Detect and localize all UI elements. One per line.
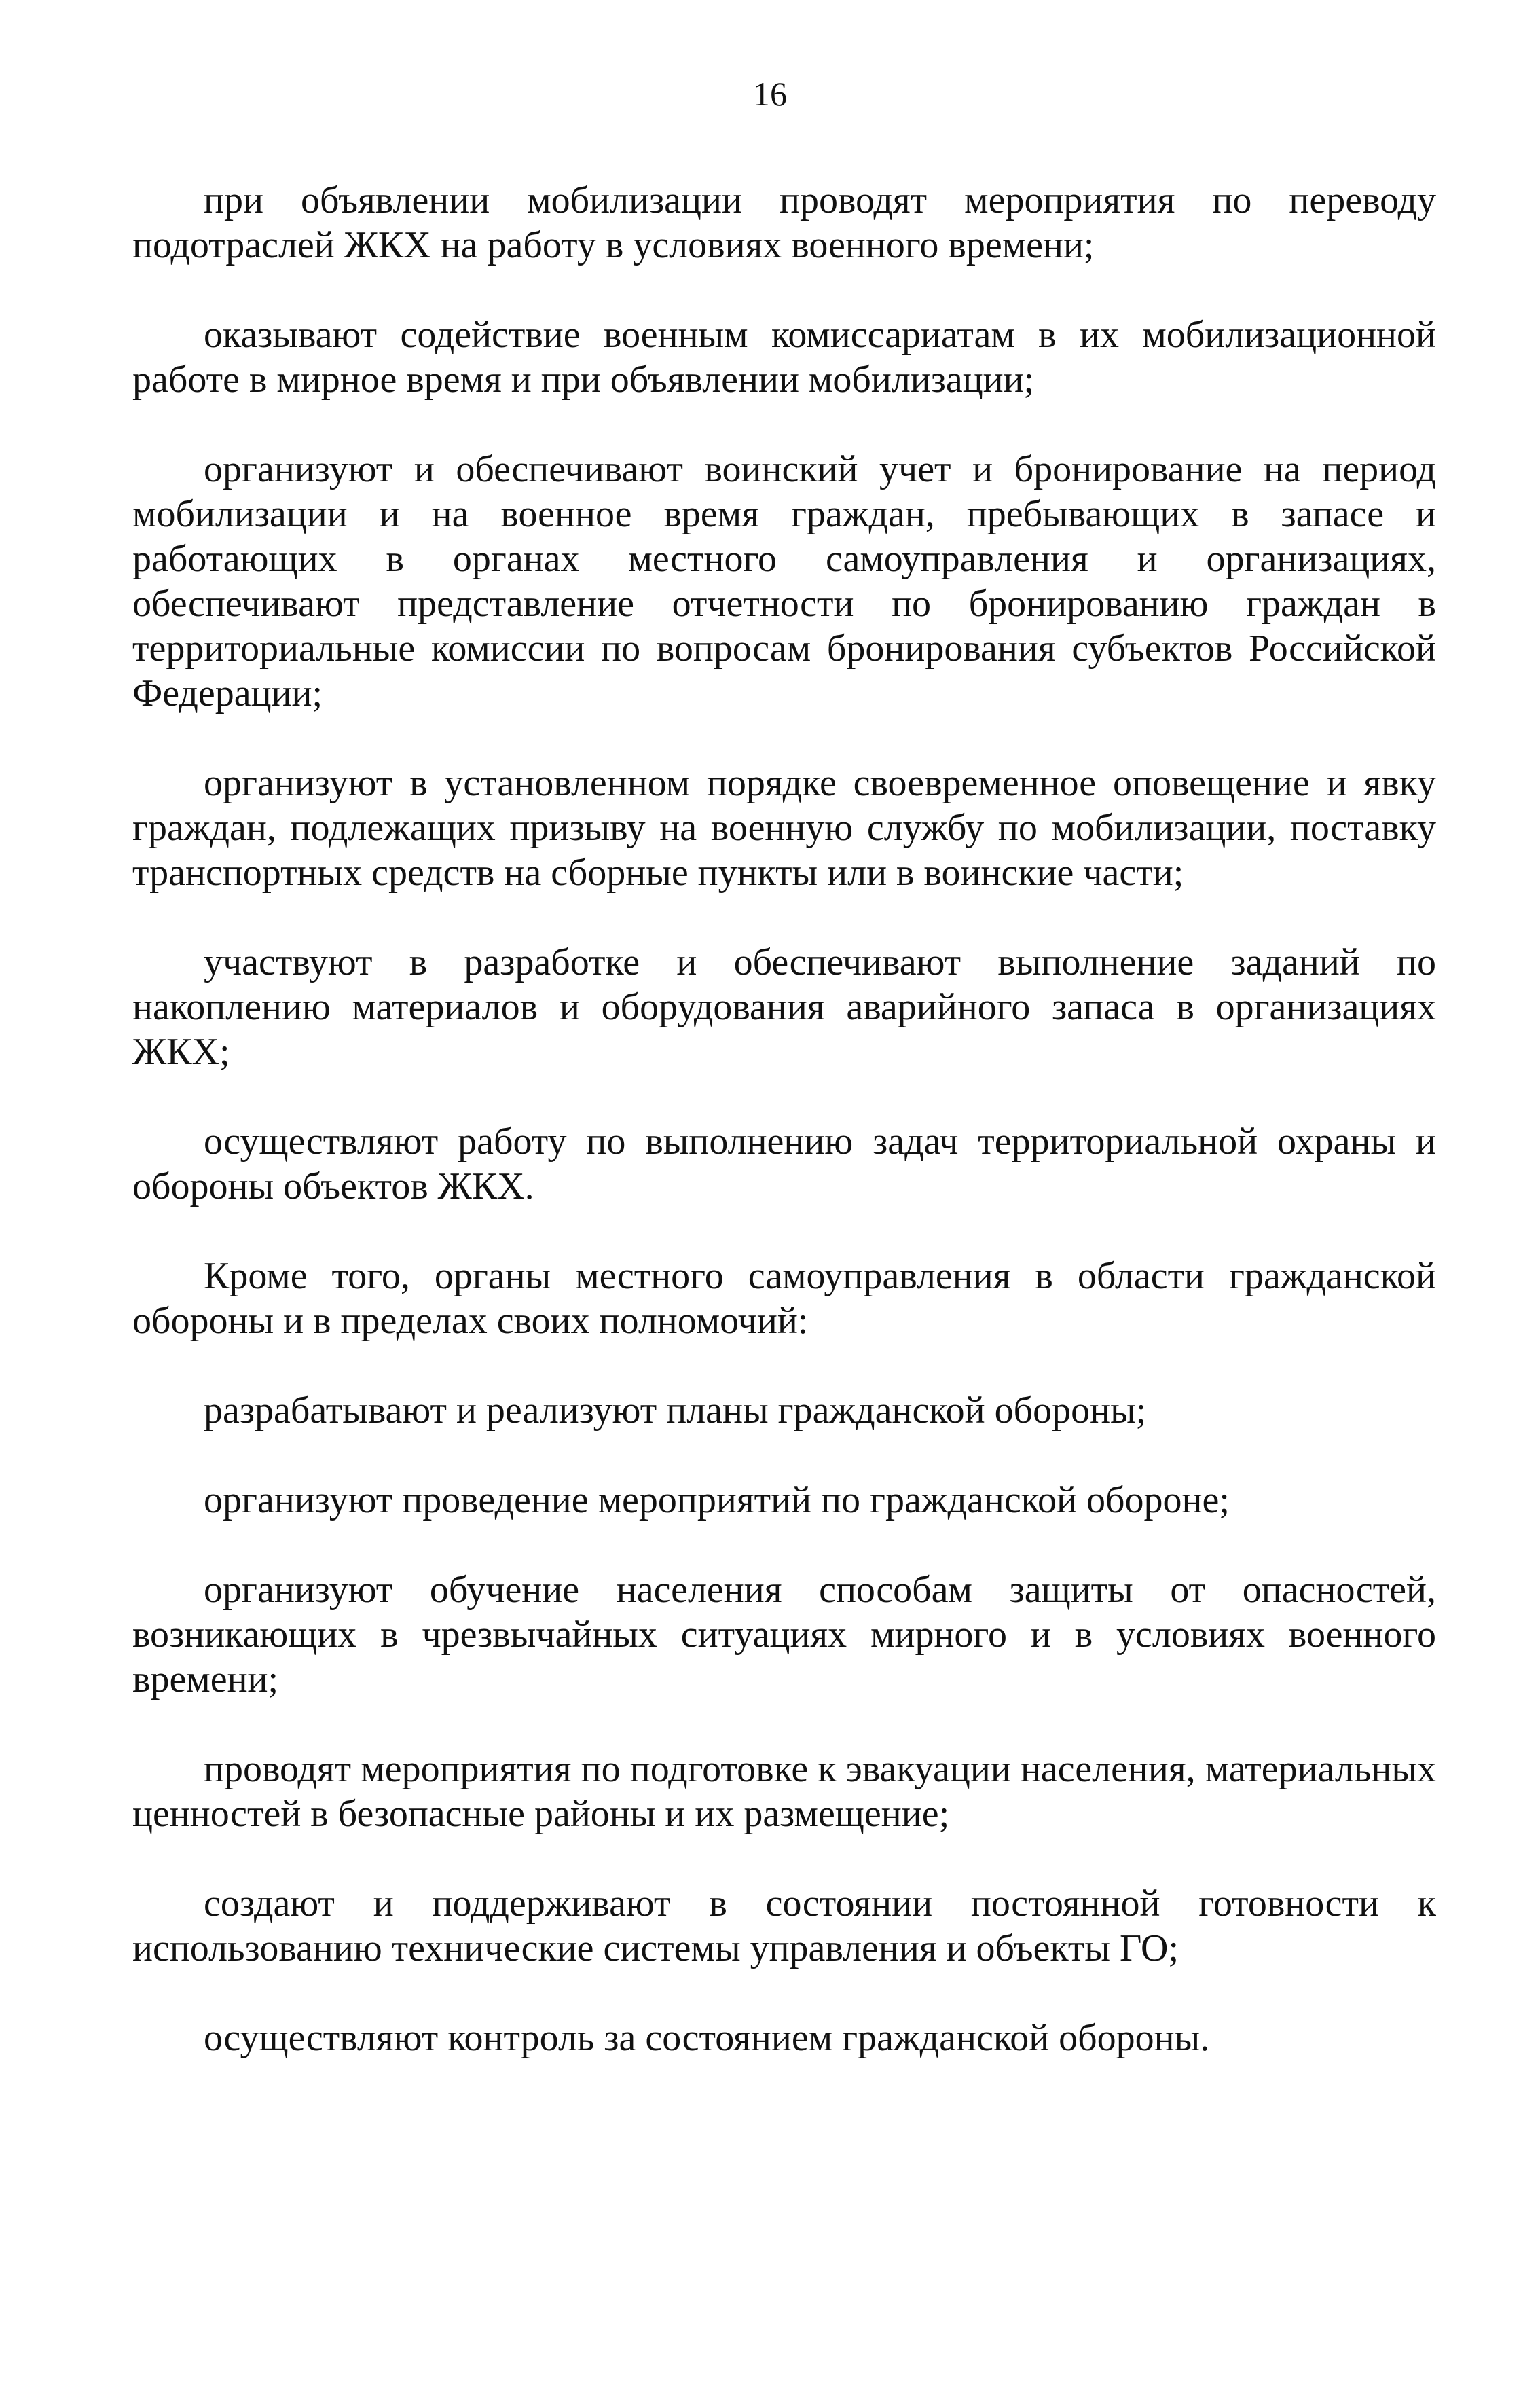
paragraph: разрабатывают и реализуют планы гражданской обороны; <box>204 1389 1147 1432</box>
paragraph: участвуют в разработке и обеспечивают выполнение заданий по накоплению материалов и оборудования аварийного запаса в организациях ЖКХ; <box>132 941 1436 1073</box>
paragraph: Кроме того, органы местного самоуправления в области гражданской обороны и в пределах своих полномочий: <box>132 1255 1436 1342</box>
paragraph: осуществляют контроль за состоянием гражданской обороны. <box>204 2017 1210 2059</box>
paragraph: при объявлении мобилизации проводят мероприятия по переводу подотраслей ЖКХ на работу в условиях военного времени; <box>132 179 1436 266</box>
paragraph: создают и поддерживают в состоянии постоянной готовности к использованию технические системы управления и объекты ГО; <box>132 1882 1436 1969</box>
paragraph: организуют проведение мероприятий по гражданской обороне; <box>204 1479 1230 1521</box>
paragraph: осуществляют работу по выполнению задач территориальной охраны и обороны объектов ЖКХ. <box>132 1121 1436 1207</box>
paragraph: организуют и обеспечивают воинский учет и бронирование на период мобилизации и на военное время граждан, пребывающих в запасе и работающих в органах местного самоуправления и организациях, обеспечивают представление отчетности по бронированию граждан в территориальные комиссии по вопросам бронирования субъектов Российской Федерации; <box>132 448 1436 714</box>
paragraph: оказывают содействие военным комиссариатам в их мобилизационной работе в мирное время и при объявлении мобилизации; <box>132 314 1436 401</box>
page-number: 16 <box>753 75 787 113</box>
paragraph: проводят мероприятия по подготовке к эвакуации населения, материальных ценностей в безопасные районы и их размещение; <box>132 1748 1436 1835</box>
paragraph: организуют обучение населения способам защиты от опасностей, возникающих в чрезвычайных ситуациях мирного и в условиях военного времени; <box>132 1569 1436 1700</box>
document-body <box>132 178 1436 2060</box>
paragraph: организуют в установленном порядке своевременное оповещение и явку граждан, подлежащих призыву на военную службу по мобилизации, поставку транспортных средств на сборные пункты или в воинские части; <box>132 762 1436 894</box>
